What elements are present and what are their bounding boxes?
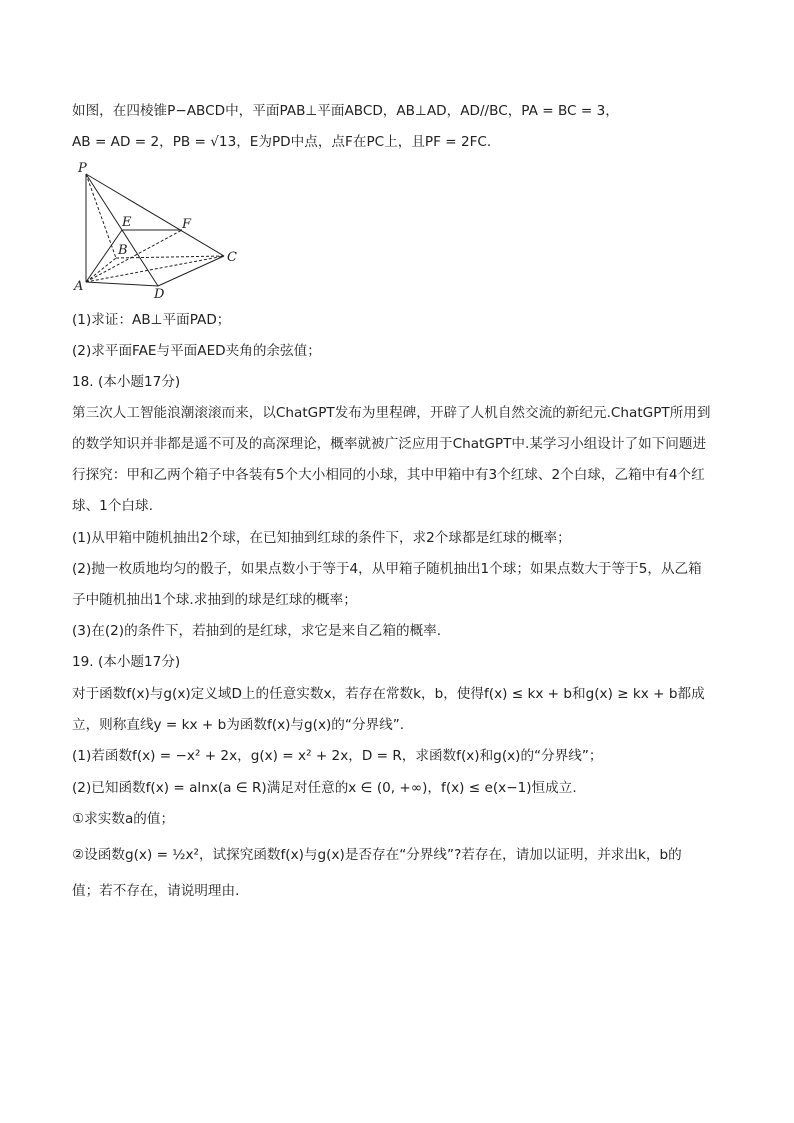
label-F: F [182, 217, 192, 232]
edge-DC [158, 256, 224, 286]
label-E: E [122, 215, 132, 230]
p18-question2-line2: 子中随机抽出1个球.求抽到的球是红球的概率； [72, 592, 357, 608]
p19-question2: (2)已知函数f(x) = alnx(a ∈ R)满足对任意的x ∈ (0, +∞)，f(x) ≤ e(x−1)恒成立. [72, 780, 577, 796]
p17-intro-line2: AB = AD = 2，PB = √13，E为PD中点，点F在PC上，且PF = 2FC. [72, 134, 492, 150]
p18-body-line2: 的数学知识并非都是遥不可及的高深理论，概率就被广泛应用于ChatGPT中.某学习小组设计了如下问题进 [72, 436, 707, 452]
p17-intro-line1: 如图，在四棱锥P−ABCD中，平面PAB⊥平面ABCD，AB⊥AD，AD//BC，PA = BC = 3， [72, 103, 619, 119]
p19-question2-sub2-line2: 值；若不存在，请说明理由. [72, 883, 240, 899]
p17-question2: (2)求平面FAE与平面AED夹角的余弦值； [72, 343, 321, 359]
p18-body-line4: 球、1个白球. [72, 498, 153, 514]
p19-question2-sub1: ①求实数a的值； [72, 811, 175, 827]
edge-PB [86, 174, 116, 258]
label-C: C [227, 250, 237, 265]
edge-AE [86, 230, 122, 282]
pyramid-figure [72, 160, 252, 300]
p18-question2-line1: (2)抛一枚质地均匀的骰子，如果点数小于等于4，从甲箱子随机抽出1个球；如果点数大于等于5，从乙箱 [72, 561, 702, 577]
p18-heading: 18. (本小题17分) [72, 374, 181, 390]
p19-body-line2: 立，则称直线y = kx + b为函数f(x)与g(x)的“分界线”. [72, 717, 405, 733]
p19-body-line1: 对于函数f(x)与g(x)定义域D上的任意实数x，若存在常数k，b，使得f(x) ≤ kx + b和g(x) ≥ kx + b都成 [72, 686, 705, 702]
edge-AD [86, 282, 158, 286]
edge-AB [86, 258, 116, 282]
p18-body-line3: 行探究：甲和乙两个箱子中各装有5个大小相同的小球，其中甲箱中有3个红球、2个白球，乙箱中有4个红 [72, 467, 705, 483]
p17-question1: (1)求证：AB⊥平面PAD； [72, 312, 231, 328]
p18-question3: (3)在(2)的条件下，若抽到的是红球，求它是来自乙箱的概率. [72, 623, 442, 639]
label-P: P [78, 161, 87, 176]
p19-question2-sub2-line1: ②设函数g(x) = ½x²，试探究函数f(x)与g(x)是否存在“分界线”?若存在，请加以证明，并求出k，b的 [72, 847, 682, 863]
label-A: A [74, 279, 84, 294]
edge-AF [86, 230, 182, 282]
edge-AC [86, 256, 224, 282]
pyramid-diagram [72, 160, 252, 300]
p18-question1: (1)从甲箱中随机抽出2个球，在已知抽到红球的条件下，求2个球都是红球的概率； [72, 530, 571, 546]
label-D: D [154, 287, 165, 300]
p19-question1: (1)若函数f(x) = −x² + 2x，g(x) = x² + 2x，D = R，求函数f(x)和g(x)的“分界线”； [72, 748, 603, 764]
p19-heading: 19. (本小题17分) [72, 654, 181, 670]
label-B: B [118, 243, 128, 258]
p18-body-line1: 第三次人工智能浪潮滚滚而来，以ChatGPT发布为里程碑，开辟了人机自然交流的新纪元.ChatGPT所用到 [72, 405, 711, 421]
edge-PC [86, 174, 224, 256]
